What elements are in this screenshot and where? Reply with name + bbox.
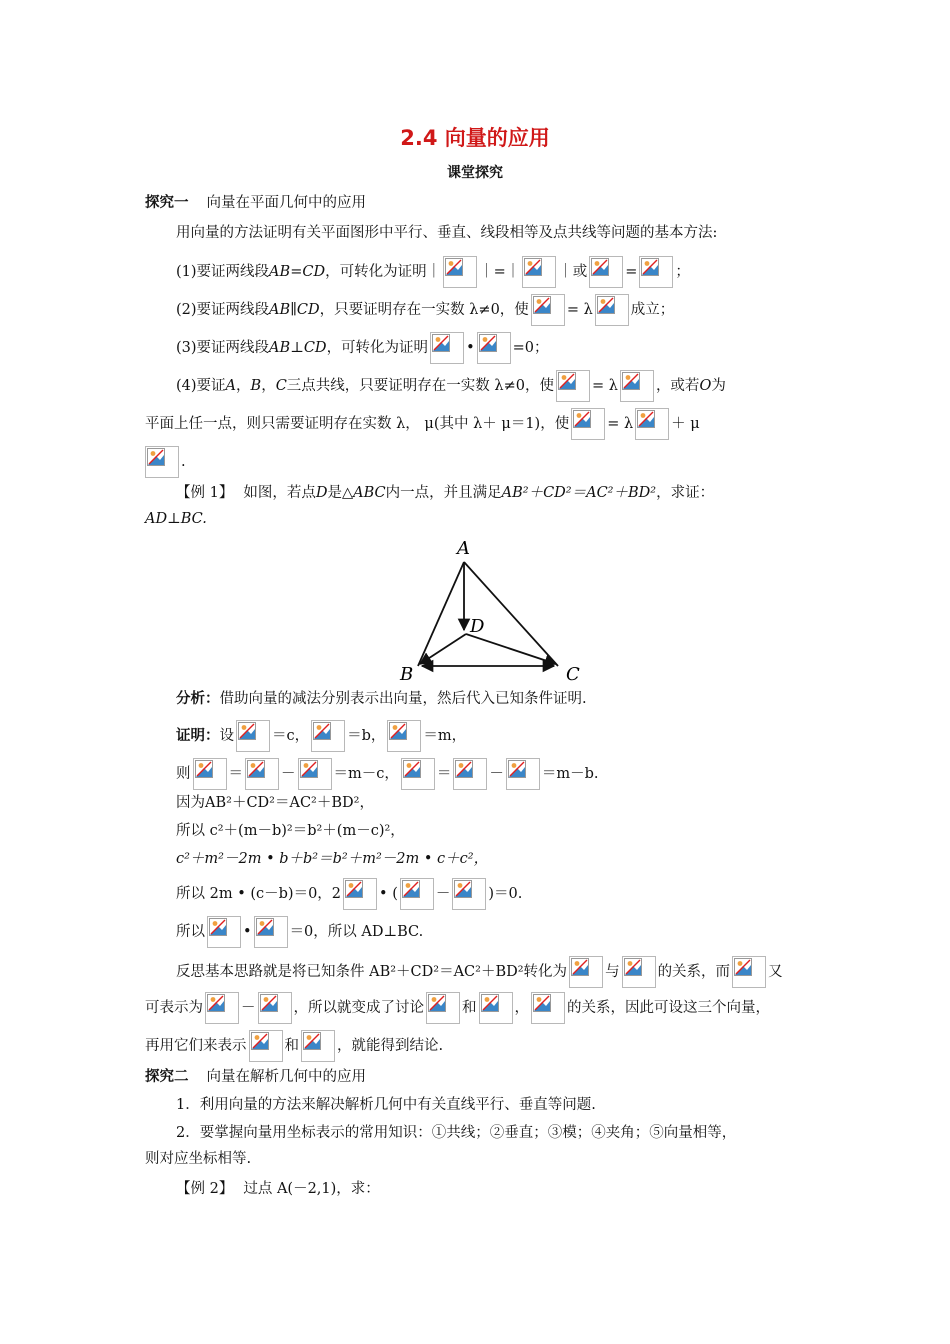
broken-image-icon [245,758,279,790]
text: 所以 [176,924,205,940]
section-1-label: 探究一 [145,195,189,211]
broken-image-icon [453,758,487,790]
text: (1)要证两线段 [176,264,270,280]
proof-line-6 [176,878,522,910]
broken-image-icon [479,992,513,1024]
broken-image-icon [531,294,565,326]
text: (2)要证两线段 [176,302,270,318]
broken-image-icon [522,256,556,288]
text: AB [269,264,291,280]
proof-line-3: 因为AB²＋CD²＝AC²＋BD²， [176,795,374,811]
text: ， [514,1000,529,1016]
text: )＝0. [488,886,523,902]
text: 内一点，并且满足 [385,485,502,501]
text: = [290,264,303,280]
broken-image-icon [506,758,540,790]
vector-db [420,634,466,664]
text: ，可转化为证明 [325,264,427,280]
section-1-heading [145,192,366,214]
text: CD [302,264,326,280]
broken-image-icon [531,992,565,1024]
text: • ( [379,886,398,902]
text: ∥ [290,302,297,318]
label-d: D [470,616,485,637]
text: 设 [219,728,234,744]
intro-paragraph: 用向量的方法证明有关平面图形中平行、垂直、线段相等及点共线等问题的基本方法: [176,225,718,241]
broken-image-icon [732,956,766,988]
text: (4)要证 [176,378,226,394]
text: ＝m－c， [333,766,399,782]
text: AB [269,302,291,318]
broken-image-icon [193,758,227,790]
reflection-line-3 [145,1030,443,1062]
text: ＝ [436,766,452,782]
text: ； [675,264,690,280]
label-b: B [400,664,414,685]
text: ⊥ [290,340,304,356]
text: 的关系，而 [657,964,731,980]
page-title: 2.4 向量的应用 [400,126,550,150]
broken-image-icon [145,446,179,478]
section-2-point-2-continued: 则对应坐标相等. [145,1151,252,1167]
broken-image-icon [298,758,332,790]
example-2 [176,1178,380,1200]
text: ，或若 [655,378,700,394]
text: ， [261,378,276,394]
broken-image-icon [622,956,656,988]
text: 平面上任一点，则只需要证明存在实数 λ， μ(其中 λ＋ μ＝1)，使 [145,416,570,432]
broken-image-icon [426,992,460,1024]
label-a: A [457,538,470,559]
broken-image-icon [400,878,434,910]
text: ，可转化为证明 [326,340,429,356]
broken-image-icon [620,370,654,402]
example-1-goal: AD⊥BC. [145,511,207,527]
text: • [466,340,475,356]
text: 三点共线，只要证明存在一实数 λ≠0，使 [286,378,554,394]
proof-line-4: 所以 c²＋(m－b)²＝b²＋(m－c)²， [176,823,405,839]
text: 为 [711,378,726,394]
text: ｜或 [558,264,588,280]
broken-image-icon [571,408,605,440]
section-2-title: 向量在解析几何中的应用 [206,1069,366,1085]
text: 和 [462,1000,477,1016]
text: － [435,886,451,902]
text: ，只要证明存在一实数 λ≠0，使 [319,302,529,318]
text: 成立； [630,302,675,318]
broken-image-icon [443,256,477,288]
text: ＝m， [423,728,467,744]
text: . [181,454,186,470]
text: = λ [566,302,593,318]
analysis [176,688,587,710]
text: = λ [607,416,634,432]
text: AB²＋CD²＝AC²＋BD² [501,485,657,501]
broken-image-icon [401,758,435,790]
broken-image-icon [311,720,345,752]
method-item-4-end [145,446,186,478]
section-2-point-1: 1．利用向量的方法来解决解析几何中有关直线平行、垂直等问题. [176,1097,596,1113]
broken-image-icon [236,720,270,752]
text: ＝0，所以 AD⊥BC. [289,924,424,940]
text: 借助向量的减法分别表示出向量，然后代入已知条件证明. [219,691,587,707]
text: ，求证： [656,485,715,501]
text: B [250,378,262,394]
text: 可表示为 [145,1000,203,1016]
text: ＋ μ [671,416,700,432]
text: CD [303,340,327,356]
method-item-1: (1)要证两线段AB=CD，可转化为证明｜ ｜=｜ ｜或 = ； [176,256,690,288]
method-item-3 [176,332,549,364]
text: ＝ [228,766,243,782]
broken-image-icon [595,294,629,326]
proof-line-5: c²＋m²－2m • b＋b²＝b²＋m²－2m • c＋c²， [176,851,489,867]
text: 和 [284,1038,299,1054]
text: (3)要证两线段 [176,340,270,356]
method-item-2 [176,294,674,326]
broken-image-icon [301,1030,335,1062]
broken-image-icon [207,916,241,948]
proof-line-7 [176,916,423,948]
text: = [625,264,638,280]
triangle-diagram [396,532,596,686]
page-subtitle: 课堂探究 [447,165,503,181]
analysis-label: 分析： [176,691,220,707]
text: ＝b， [347,728,386,744]
proof-label: 证明： [176,728,220,744]
text: 又 [768,964,783,980]
broken-image-icon [205,992,239,1024]
text: ＝m－b. [541,766,599,782]
broken-image-icon [343,878,377,910]
broken-image-icon [254,916,288,948]
section-2-heading [145,1066,366,1088]
text: O [699,378,712,394]
text: － [241,1000,256,1016]
text: = λ [591,378,618,394]
text: ，所以就变成了讨论 [293,1000,424,1016]
text: － [489,766,504,782]
text: ｜=｜ [479,264,521,280]
text: 过点 A(－2,1)，求： [243,1181,380,1197]
section-1-title: 向量在平面几何中的应用 [206,195,366,211]
text: ＝c， [272,728,310,744]
example-1 [176,482,714,504]
method-item-4 [176,370,726,402]
text: 的关系，因此可设这三个向量， [567,1000,770,1016]
text: 所以 2m • (c－b)＝0，2 [176,886,342,902]
text: =0； [512,340,549,356]
broken-image-icon [569,956,603,988]
text: AB [269,340,291,356]
text: － [281,766,296,782]
broken-image-icon [430,332,464,364]
text: 则 [176,766,191,782]
broken-image-icon [452,878,486,910]
example-label: 【例 2】 [176,1181,234,1197]
proof-line-2 [176,758,599,790]
method-item-4-continued [145,408,700,440]
text: 反思基本思路就是将已知条件 AB²＋CD²＝AC²＋BD²转化为 [176,964,568,980]
text: 如图，若点 [243,485,316,501]
broken-image-icon [589,256,623,288]
broken-image-icon [249,1030,283,1062]
text: C [275,378,287,394]
label-c: C [566,664,580,685]
reflection-line-2 [145,992,770,1024]
section-2-point-2: 2．要掌握向量用坐标表示的常用知识：①共线；②垂直；③模；④夹角；⑤向量相等， [176,1125,737,1141]
text: ABC [353,485,386,501]
text: ， [236,378,251,394]
broken-image-icon [639,256,673,288]
section-2-label: 探究二 [145,1069,189,1085]
text: D [315,485,328,501]
broken-image-icon [635,408,669,440]
text: CD [296,302,320,318]
text: 是△ [327,485,354,501]
text: 与 [605,964,620,980]
text: • [243,924,252,940]
broken-image-icon [258,992,292,1024]
example-label: 【例 1】 [176,485,234,501]
text: ，就能得到结论. [337,1038,444,1054]
proof-line-1 [176,720,466,752]
text: 再用它们来表示 [145,1038,247,1054]
broken-image-icon [556,370,590,402]
reflection-line-1 [176,956,783,988]
broken-image-icon [387,720,421,752]
broken-image-icon [477,332,511,364]
vector-ac [464,562,558,666]
text: A [225,378,237,394]
